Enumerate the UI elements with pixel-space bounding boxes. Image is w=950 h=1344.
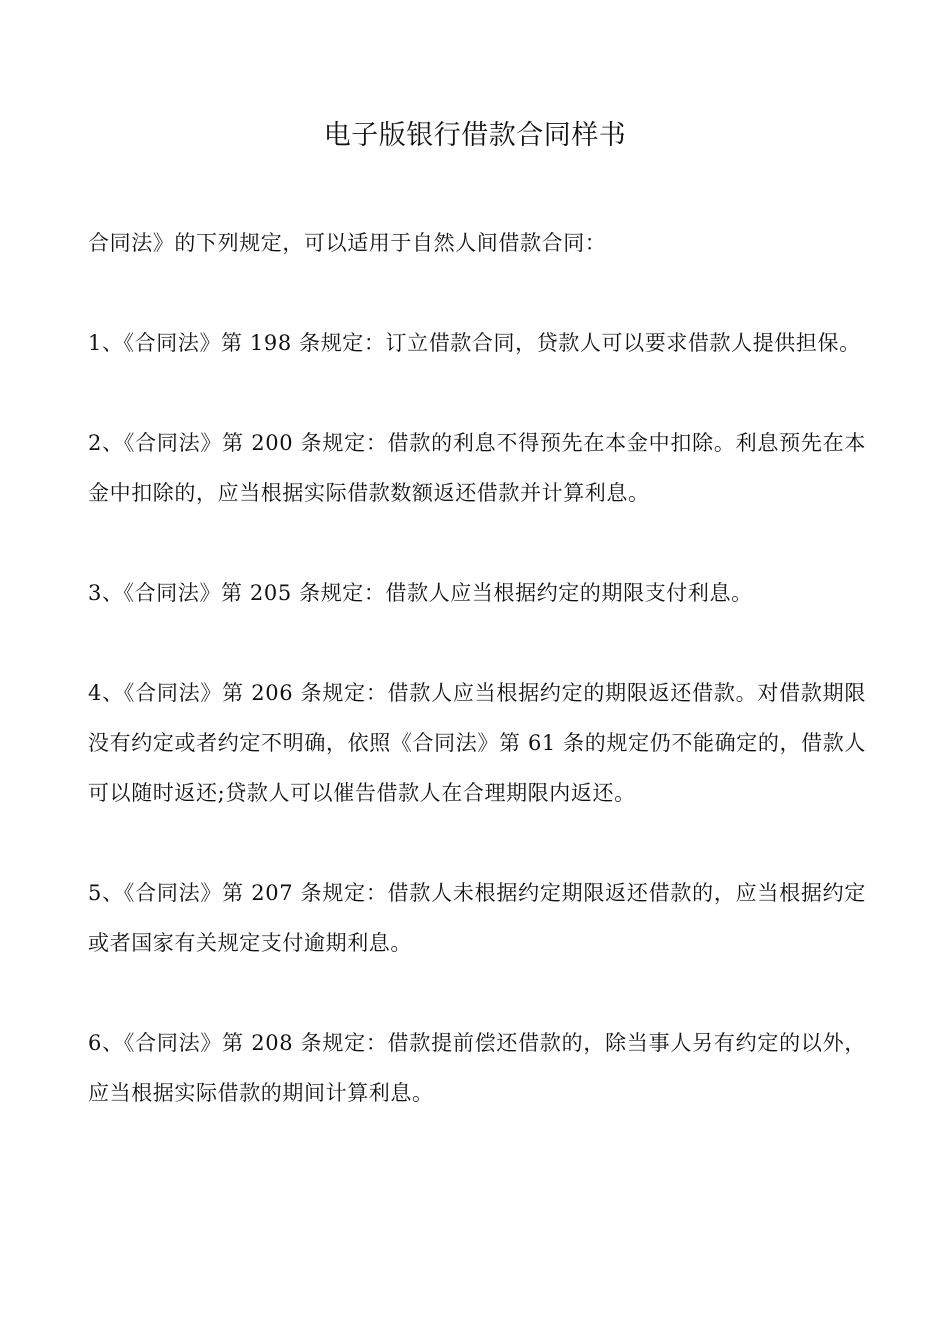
clause-paragraph-1: 1、《合同法》第 198 条规定：订立借款合同，贷款人可以要求借款人提供担保。: [88, 331, 861, 355]
clause-paragraph-6: 6、《合同法》第 208 条规定：借款提前偿还借款的，除当事人另有约定的以外，应当根据实际借款的期间计算利息。: [88, 1031, 866, 1105]
clause-paragraph-2: 2、《合同法》第 200 条规定：借款的利息不得预先在本金中扣除。利息预先在本金中扣除的，应当根据实际借款数额返还借款并计算利息。: [88, 431, 866, 505]
clause-paragraph-3: 3、《合同法》第 205 条规定：借款人应当根据约定的期限支付利息。: [88, 581, 753, 605]
document-body: [88, 218, 866, 1118]
document-title: 电子版银行借款合同样书: [323, 120, 627, 151]
intro-paragraph: 合同法》的下列规定，可以适用于自然人间借款合同：: [88, 231, 607, 255]
clause-paragraph-4: 4、《合同法》第 206 条规定：借款人应当根据约定的期限返还借款。对借款期限没有约定或者约定不明确，依照《合同法》第 61 条的规定仍不能确定的，借款人可以随时返还;贷款人可以催告借款人在合理期限内返还。: [88, 681, 866, 805]
clause-paragraph-5: 5、《合同法》第 207 条规定：借款人未根据约定期限返还借款的，应当根据约定或者国家有关规定支付逾期利息。: [88, 881, 866, 955]
